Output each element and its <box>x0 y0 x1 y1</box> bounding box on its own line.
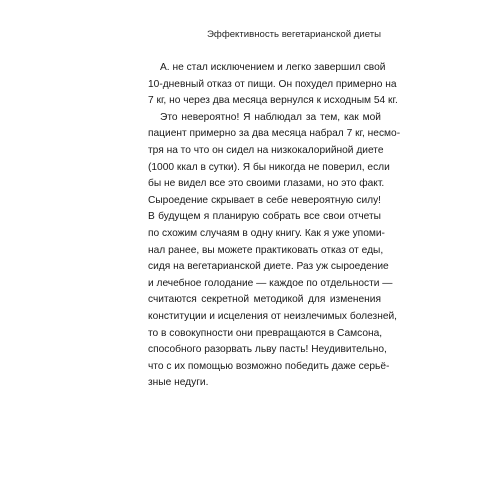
text-line: конституции и исцеления от неизлечимых болезней, <box>148 310 398 322</box>
text-line: способного разорвать льву пасть! Неудивительно, <box>148 344 387 356</box>
text-line: то в совокупности они превращаются в Самсона, <box>148 327 383 339</box>
body-text <box>136 60 401 392</box>
text-line: (1000 ккал в сутки). Я бы никогда не поверил, если <box>148 161 390 173</box>
text-line: считаются секретной методикой для изменения <box>148 294 381 306</box>
text-line: Сыроедение скрывает в себе невероятную силу! <box>148 194 381 206</box>
text-line: сидя на вегетарианской диете. Раз уж сыроедение <box>148 261 389 273</box>
text-line: по схожим случаям в одну книгу. Как я уже упоми- <box>148 227 385 239</box>
paragraph-1 <box>136 60 398 110</box>
text-line: что с их помощью возможно победить даже серьё- <box>148 360 390 372</box>
text-line: и лечебное голодание — каждое по отдельности — <box>148 277 393 289</box>
text-line: 7 кг, но через два месяца вернулся к исходным 54 кг. <box>148 95 398 107</box>
running-header: Эффективность вегетарианской диеты <box>207 29 381 40</box>
text-line: нал ранее, вы можете практиковать отказ от еды, <box>148 244 384 256</box>
text-line: пациент примерно за два месяца набрал 7 кг, несмо- <box>148 128 401 140</box>
text-line: В будущем я планирую собрать все свои отчеты <box>148 211 381 223</box>
text-line: зные недуги. <box>148 377 209 389</box>
text-line: А. не стал исключением и легко завершил свой <box>160 62 386 73</box>
text-line: 10-дневный отказ от пищи. Он похудел примерно на <box>148 78 397 90</box>
text-line: Это невероятно! Я наблюдал за тем, как мой <box>160 111 381 123</box>
text-line: тря на то что он сидел на низкокалорийной диете <box>148 144 384 156</box>
text-line: бы не видел все это своими глазами, но это факт. <box>148 178 385 190</box>
paragraph-2 <box>136 110 401 392</box>
